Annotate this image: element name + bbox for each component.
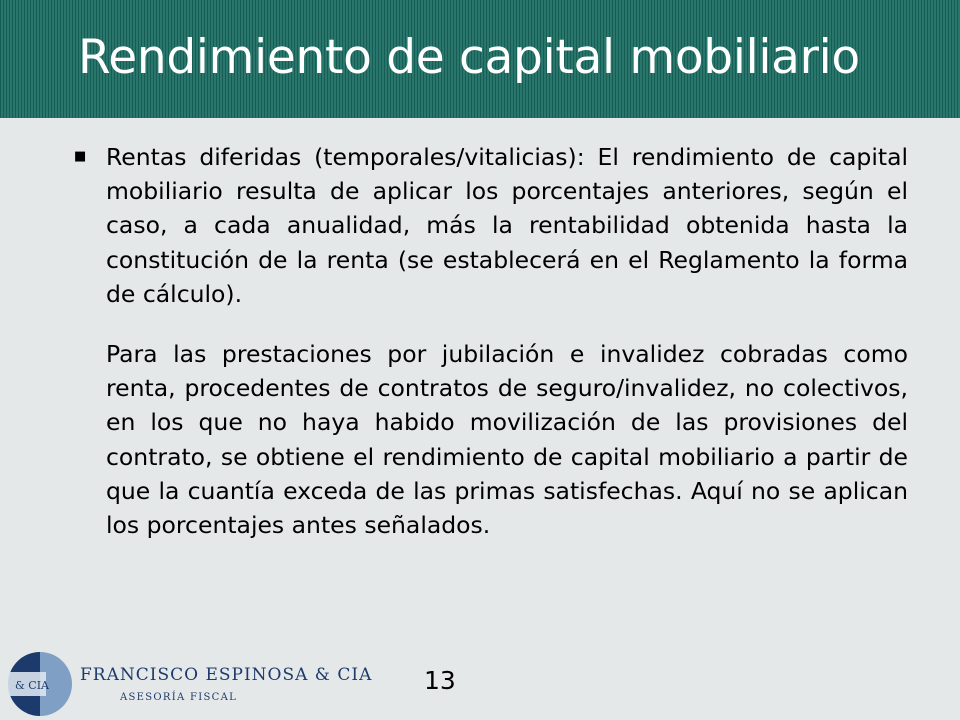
slide-body [72, 140, 908, 542]
logo-mark-text: & CIA [15, 679, 49, 692]
paragraph-retirement-benefits: Para las prestaciones por jubilación e invalidez cobradas como renta, procedentes de contratos de seguro/invalidez, no colectivos, en los que no haya habido movilización de las provisiones del contrato, se obtiene el rendimiento de capital mobiliario a partir de que la cuantía exceda de las primas satisfechas. Aquí no se aplican los porcentajes antes señalados. [106, 340, 908, 540]
page-number: 13 [424, 666, 456, 695]
bullet-item [72, 140, 908, 311]
square-bullet-icon: ■ [74, 149, 87, 164]
slide-title: Rendimiento de capital mobiliario [78, 30, 860, 85]
company-logo [0, 648, 373, 720]
company-logo-mark-icon [0, 648, 80, 720]
company-name: FRANCISCO ESPINOSA & CIA [80, 665, 373, 685]
title-banner [0, 0, 960, 118]
paragraph-deferred-annuities: Rentas diferidas (temporales/vitalicias): El rendimiento de capital mobiliario resulta de aplicar los porcentajes anteriores, según el caso, a cada anualidad, más la rentabilidad obtenida hasta la constitución de la renta (se establecerá en el Reglamento la forma de cálculo). [106, 143, 908, 308]
company-subtitle: ASESORÍA FISCAL [120, 692, 238, 703]
